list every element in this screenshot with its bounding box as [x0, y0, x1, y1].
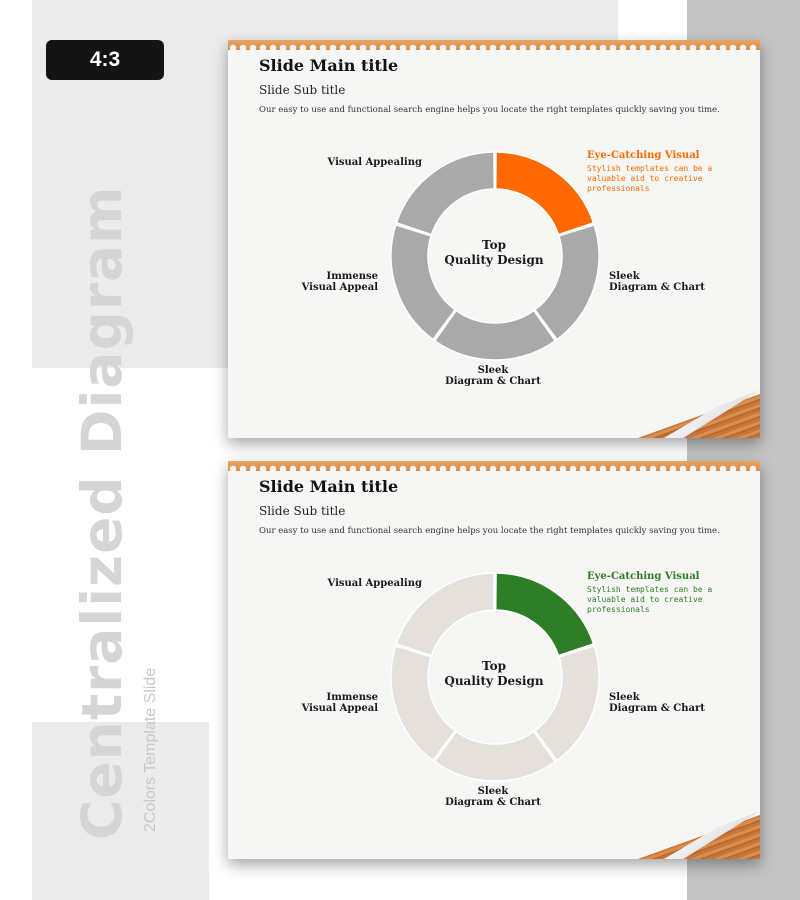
- slide-description: Our easy to use and functional search engine helps you locate the right templates quickly saving you time.: [259, 105, 720, 115]
- slide-subtitle: Slide Sub title: [259, 504, 346, 518]
- label-right: [609, 271, 705, 293]
- label-right-line-2: Diagram & Chart: [609, 282, 705, 293]
- slide-title: Slide Main title: [259, 477, 399, 496]
- slide-description: Our easy to use and functional search engine helps you locate the right templates quickly saving you time.: [259, 526, 720, 536]
- label-top-left: Visual Appealing: [327, 157, 422, 168]
- center-line-1: Top: [482, 238, 506, 252]
- accent-title: Eye-Catching Visual: [587, 150, 700, 161]
- label-bottom-line-2: Diagram & Chart: [445, 797, 541, 808]
- donut-center-label: [435, 659, 553, 689]
- segment-accent: [496, 573, 594, 656]
- slide-title: Slide Main title: [259, 56, 399, 75]
- label-left-line-2: Visual Appeal: [301, 282, 378, 293]
- label-right-line-1: Sleek: [609, 271, 640, 282]
- accent-description: Stylish templates can be a valuable aid to creative professionals: [587, 164, 713, 193]
- label-left-line-1: Immense: [326, 271, 378, 282]
- donut-center-label: [435, 238, 553, 268]
- scalloped-edge: [228, 40, 760, 50]
- label-top-left: Visual Appealing: [327, 578, 422, 589]
- segment-bottom: [435, 311, 555, 360]
- label-left: [288, 271, 378, 293]
- accent-description: Stylish templates can be a valuable aid to creative professionals: [587, 585, 713, 614]
- accent-title: Eye-Catching Visual: [587, 571, 700, 582]
- aspect-ratio-badge: 4:3: [46, 40, 164, 80]
- segment-accent: [496, 152, 594, 235]
- label-bottom-line-1: Sleek: [477, 786, 509, 797]
- center-line-1: Top: [482, 659, 506, 673]
- slide-subtitle: Slide Sub title: [259, 83, 346, 97]
- center-line-2: Quality Design: [444, 674, 544, 688]
- label-right: [609, 692, 705, 714]
- label-left: [288, 692, 378, 714]
- label-bottom: [438, 365, 548, 387]
- slide-preview-green[interactable]: [228, 461, 760, 859]
- scalloped-edge: [228, 461, 760, 471]
- side-subtitle: 2Colors Template Slide: [142, 667, 159, 832]
- label-right-line-2: Diagram & Chart: [609, 703, 705, 714]
- segment-bottom: [435, 732, 555, 781]
- side-title: Centralized Diagram: [70, 185, 134, 840]
- label-bottom-line-1: Sleek: [477, 365, 509, 376]
- center-line-2: Quality Design: [444, 253, 544, 267]
- label-left-line-2: Visual Appeal: [301, 703, 378, 714]
- label-left-line-1: Immense: [326, 692, 378, 703]
- label-bottom-line-2: Diagram & Chart: [445, 376, 541, 387]
- label-right-line-1: Sleek: [609, 692, 640, 703]
- slide-preview-orange[interactable]: [228, 40, 760, 438]
- label-bottom: [438, 786, 548, 808]
